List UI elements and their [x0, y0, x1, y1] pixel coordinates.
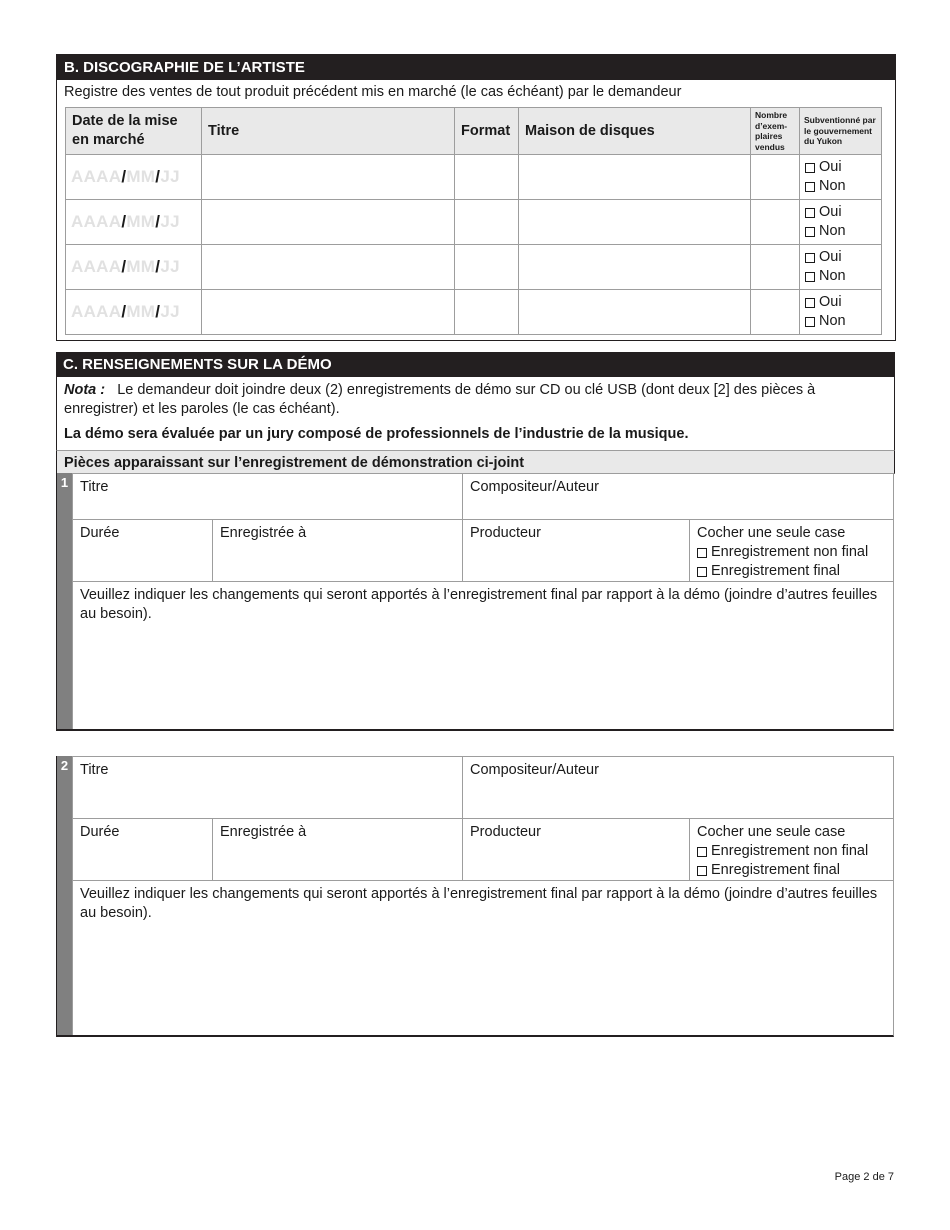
oui-checkbox[interactable]: [805, 253, 815, 263]
subventionne-cell: [800, 200, 882, 245]
header-maison: Maison de disques: [519, 108, 751, 155]
enregistree-field[interactable]: Enregistrée à: [212, 519, 462, 581]
maison-cell[interactable]: [519, 200, 751, 245]
oui-label: Oui: [819, 159, 842, 175]
non-label: Non: [819, 178, 846, 194]
maison-cell[interactable]: [519, 290, 751, 335]
table-row: [66, 290, 882, 335]
changements-field[interactable]: Veuillez indiquer les changements qui seront apportés à l’enregistrement final par rapport à la démo (joindre d’autres feuilles au besoin).: [72, 880, 894, 1035]
oui-label: Oui: [819, 294, 842, 310]
maison-cell[interactable]: [519, 245, 751, 290]
table-row: [66, 155, 882, 200]
maison-cell[interactable]: [519, 155, 751, 200]
header-format: Format: [455, 108, 519, 155]
recording-type-group: [689, 818, 894, 880]
table-row: [66, 245, 882, 290]
non-checkbox[interactable]: [805, 227, 815, 237]
titre-cell[interactable]: [202, 155, 455, 200]
recording-type-group: [689, 519, 894, 581]
non-label: Non: [819, 268, 846, 284]
non-checkbox[interactable]: [805, 182, 815, 192]
header-titre: Titre: [202, 108, 455, 155]
table-header-row: [66, 108, 882, 155]
oui-label: Oui: [819, 204, 842, 220]
final-checkbox[interactable]: [697, 567, 707, 577]
titre-cell[interactable]: [202, 200, 455, 245]
section-c-title: C. RENSEIGNEMENTS SUR LA DÉMO: [56, 352, 895, 377]
duree-field[interactable]: Durée: [72, 818, 212, 880]
section-b-intro: Registre des ventes de tout produit précédent mis en marché (le cas échéant) par le demandeur: [64, 84, 682, 100]
page-number: Page 2 de 7: [834, 1171, 894, 1183]
titre-field[interactable]: Titre: [72, 756, 462, 818]
final-checkbox[interactable]: [697, 866, 707, 876]
subventionne-cell: [800, 155, 882, 200]
date-cell[interactable]: [66, 245, 202, 290]
date-placeholder[interactable]: AAAA/MM/JJ: [71, 257, 180, 276]
non-final-label: Enregistrement non final: [711, 544, 869, 560]
date-cell[interactable]: [66, 200, 202, 245]
header-subventionne: Subventionné par le gouvernement du Yukon: [800, 108, 882, 155]
jury-text: La démo sera évaluée par un jury composé de professionnels de l’industrie de la musique.: [64, 426, 689, 442]
note-paragraph: [64, 381, 887, 419]
titre-cell[interactable]: [202, 290, 455, 335]
non-checkbox[interactable]: [805, 272, 815, 282]
nombre-cell[interactable]: [751, 155, 800, 200]
oui-label: Oui: [819, 249, 842, 265]
non-final-checkbox[interactable]: [697, 847, 707, 857]
cocher-label: Cocher une seule case: [697, 525, 846, 541]
non-label: Non: [819, 313, 846, 329]
compositeur-field[interactable]: Compositeur/Auteur: [462, 756, 894, 818]
note-text: Le demandeur doit joindre deux (2) enregistrements de démo sur CD ou clé USB (dont deux [2] des pièces à enregistrer) et les paroles (le cas échéant).: [64, 382, 816, 417]
titre-cell[interactable]: [202, 245, 455, 290]
demo-number: 1: [56, 473, 72, 729]
changements-field[interactable]: Veuillez indiquer les changements qui seront apportés à l’enregistrement final par rapport à la démo (joindre d’autres feuilles au besoin).: [72, 581, 894, 729]
final-label: Enregistrement final: [711, 862, 840, 878]
date-cell[interactable]: [66, 155, 202, 200]
subventionne-cell: [800, 290, 882, 335]
non-final-checkbox[interactable]: [697, 548, 707, 558]
final-label: Enregistrement final: [711, 563, 840, 579]
table-row: [66, 200, 882, 245]
demo-piece-block: [56, 756, 894, 1037]
cocher-label: Cocher une seule case: [697, 824, 846, 840]
section-c-notes: [56, 377, 895, 450]
oui-checkbox[interactable]: [805, 163, 815, 173]
producteur-field[interactable]: Producteur: [462, 519, 689, 581]
section-b-title: B. DISCOGRAPHIE DE L’ARTISTE: [57, 55, 895, 80]
nombre-cell[interactable]: [751, 290, 800, 335]
oui-checkbox[interactable]: [805, 298, 815, 308]
duree-field[interactable]: Durée: [72, 519, 212, 581]
format-cell[interactable]: [455, 245, 519, 290]
nombre-cell[interactable]: [751, 245, 800, 290]
titre-field[interactable]: Titre: [72, 473, 462, 519]
section-c-demo: [56, 352, 895, 474]
section-b-discography: [56, 54, 896, 341]
format-cell[interactable]: [455, 155, 519, 200]
demo-piece-block: [56, 473, 894, 731]
date-placeholder[interactable]: AAAA/MM/JJ: [71, 212, 180, 231]
header-nombre: Nombre d’exem-plaires vendus: [751, 108, 800, 155]
demo-number: 2: [56, 756, 72, 1035]
producteur-field[interactable]: Producteur: [462, 818, 689, 880]
nombre-cell[interactable]: [751, 200, 800, 245]
header-date: Date de la mise en marché: [66, 108, 202, 155]
non-label: Non: [819, 223, 846, 239]
date-placeholder[interactable]: AAAA/MM/JJ: [71, 302, 180, 321]
pieces-header: Pièces apparaissant sur l’enregistrement de démonstration ci-joint: [56, 450, 895, 474]
compositeur-field[interactable]: Compositeur/Auteur: [462, 473, 894, 519]
discography-table: [65, 107, 882, 335]
oui-checkbox[interactable]: [805, 208, 815, 218]
non-final-label: Enregistrement non final: [711, 843, 869, 859]
date-placeholder[interactable]: AAAA/MM/JJ: [71, 167, 180, 186]
subventionne-cell: [800, 245, 882, 290]
format-cell[interactable]: [455, 290, 519, 335]
enregistree-field[interactable]: Enregistrée à: [212, 818, 462, 880]
non-checkbox[interactable]: [805, 317, 815, 327]
format-cell[interactable]: [455, 200, 519, 245]
note-label: Nota :: [64, 382, 106, 398]
date-cell[interactable]: [66, 290, 202, 335]
